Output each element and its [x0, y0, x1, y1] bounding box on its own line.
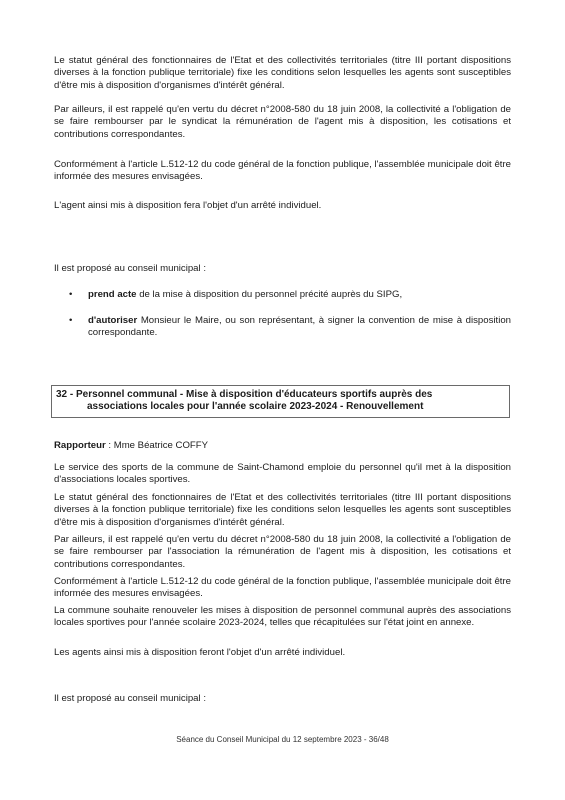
bullet-text: [88, 315, 511, 340]
bullet-item-autoriser: [69, 315, 511, 343]
bullet-keyword: prend acte: [88, 289, 137, 300]
bullet-text: [88, 289, 511, 301]
bullet-body: Monsieur le Maire, ou son représentant, à signer la convention de mise à disposition correspondante.: [88, 315, 511, 339]
paragraph-decret-association: Par ailleurs, il est rappelé qu'en vertu du décret n°2008-580 du 18 juin 2008, la collectivité a l'obligation de se faire rembourser par l'association la rémunération de l'agent mis à disposition, les cotisations et contributions correspondantes.: [54, 534, 511, 570]
section-title-line2: associations locales pour l'année scolaire 2023-2024 - Renouvellement: [87, 401, 424, 413]
rapporteur-value: : Mme Béatrice COFFY: [105, 440, 209, 451]
paragraph-article-l512: Conformément à l'article L.512-12 du code général de la fonction publique, l'assemblée municipale doit être informée des mesures envisagées.: [54, 159, 511, 183]
paragraph-article-l512-2: Conformément à l'article L.512-12 du code général de la fonction publique, l'assemblée municipale doit être informée des mesures envisagées.: [54, 576, 511, 600]
bullet-body: de la mise à disposition du personnel précité auprès du SIPG,: [136, 289, 403, 300]
bullet-item-prend-acte: [69, 289, 511, 303]
paragraph-decret-syndicat: Par ailleurs, il est rappelé qu'en vertu du décret n°2008-580 du 18 juin 2008, la collectivité a l'obligation de se faire rembourser par le syndicat la rémunération de l'agent mis à disposition, les cotisations et contributions correspondantes.: [54, 104, 511, 140]
section-title: [56, 389, 506, 414]
bullet-icon: •: [69, 315, 73, 326]
paragraph-renouvellement: La commune souhaite renouveler les mises à disposition de personnel communal auprès des associations locales sportives pour l'année scolaire 2023-2024, telles que récapitulées sur l'état joint en annexe.: [54, 605, 511, 629]
section-title-line1: 32 - Personnel communal - Mise à disposition d'éducateurs sportifs auprès des: [56, 389, 433, 400]
paragraph-statut-general-2: Le statut général des fonctionnaires de l'Etat et des collectivités territoriales (titre III portant dispositions diverses à la fonction publique territoriale) fixe les conditions selon lesquelles les agents sont susceptibles d'être mis à disposition d'organismes d'intérêt général.: [54, 492, 511, 528]
bullet-keyword: d'autoriser: [88, 315, 138, 326]
paragraph-service-sports: Le service des sports de la commune de Saint-Chamond emploie du personnel qu'il met à la disposition d'associations locales sportives.: [54, 462, 511, 486]
proposal-intro-2: Il est proposé au conseil municipal :: [54, 693, 206, 704]
paragraph-arretes-individuels: Les agents ainsi mis à disposition feront l'objet d'un arrêté individuel.: [54, 647, 346, 658]
paragraph-statut-general: Le statut général des fonctionnaires de l'Etat et des collectivités territoriales (titre III portant dispositions diverses à la fonction publique territoriale) fixe les conditions selon lesquelles les agents sont susceptibles d'être mis à disposition d'organismes d'intérêt général.: [54, 55, 511, 91]
proposal-intro: Il est proposé au conseil municipal :: [54, 263, 206, 274]
rapporteur-label: Rapporteur: [54, 440, 106, 451]
paragraph-arrete-individuel: L'agent ainsi mis à disposition fera l'objet d'un arrêté individuel.: [54, 200, 322, 211]
bullet-icon: •: [69, 289, 73, 300]
rapporteur-line: [54, 440, 511, 452]
page-footer: Séance du Conseil Municipal du 12 septembre 2023 - 36/48: [176, 735, 389, 744]
section-title-box: [51, 385, 510, 418]
